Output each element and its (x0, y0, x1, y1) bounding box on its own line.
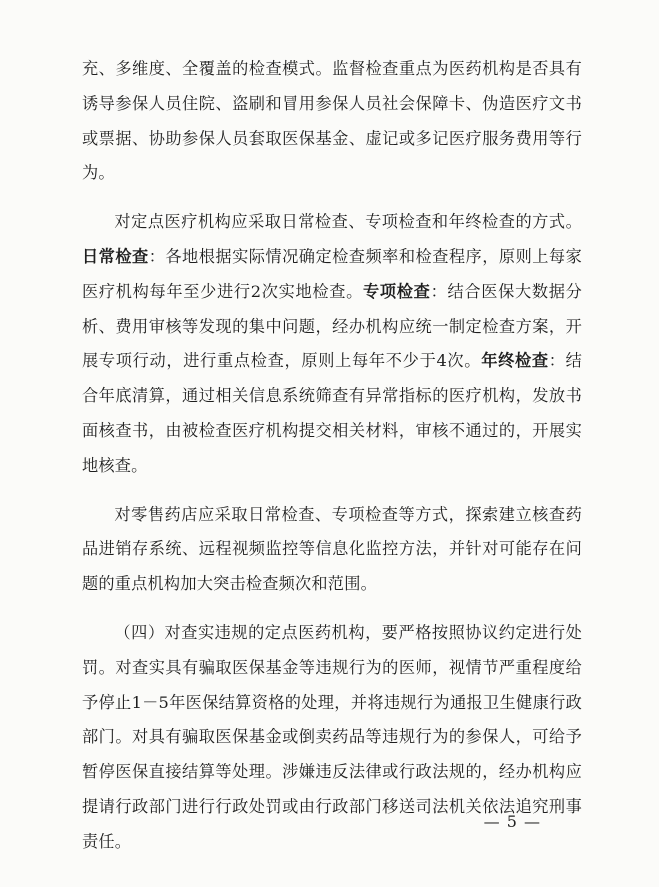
text-segment: ：结合医保大数据分析、费用审核等发现的集中问题，经办机构应统一制定检查方案，开展专项行动，进行重点检查，原则上每年不少于4次。 (82, 281, 582, 371)
text-segment: 对定点医疗机构应采取日常检查、专项检查和年终检查的方式。 (114, 212, 582, 232)
paragraph-penalties: （四）对查实违规的定点医药机构，要严格按照协议约定进行处罚。对查实具有骗取医保基金等违规行为的医师，视情节严重程度给予停止1－5年医保结算资格的处理，并将违规行为通报卫生健康行政部门。对具有骗取医保基金或倒卖药品等违规行为的参保人，可给予暂停医保直接结算等处理。涉嫌违反法律或行政法规的，经办机构应提请行政部门进行行政处罚或由行政部门移送司法机关依法追究刑事责任。 (82, 622, 582, 851)
bold-term-special-inspection: 专项检查 (363, 281, 431, 301)
page-number: — 5 — (483, 812, 541, 831)
bold-term-daily-inspection: 日常检查 (82, 246, 149, 266)
text-segment: ：各地根据实际情况确定检查频率和检查程序，原则上每家医疗机构每年至少进行2次实地检查。 (82, 246, 582, 301)
paragraph-retail-pharmacy: 对零售药店应采取日常检查、专项检查等方式，探索建立核查药品进销存系统、远程视频监控等信息化监控方法，并针对可能存在问题的重点机构加大突击检查频次和范围。 (82, 504, 582, 594)
text-segment: ：结合年底清算，通过相关信息系统筛查有异常指标的医疗机构，发放书面核查书，由被检查医疗机构提交相关材料，审核不通过的，开展实地核查。 (82, 351, 582, 475)
bold-term-annual-inspection: 年终检查 (481, 351, 549, 371)
paragraph-continuation: 充、多维度、全覆盖的检查模式。监督检查重点为医药机构是否具有诱导参保人员住院、盗刷和冒用参保人员社会保障卡、伪造医疗文书或票据、协助参保人员套取医保基金、虚记或多记医疗服务费用等行为。 (82, 59, 582, 183)
paragraph-inspection-methods (82, 205, 582, 483)
document-body (82, 52, 582, 860)
